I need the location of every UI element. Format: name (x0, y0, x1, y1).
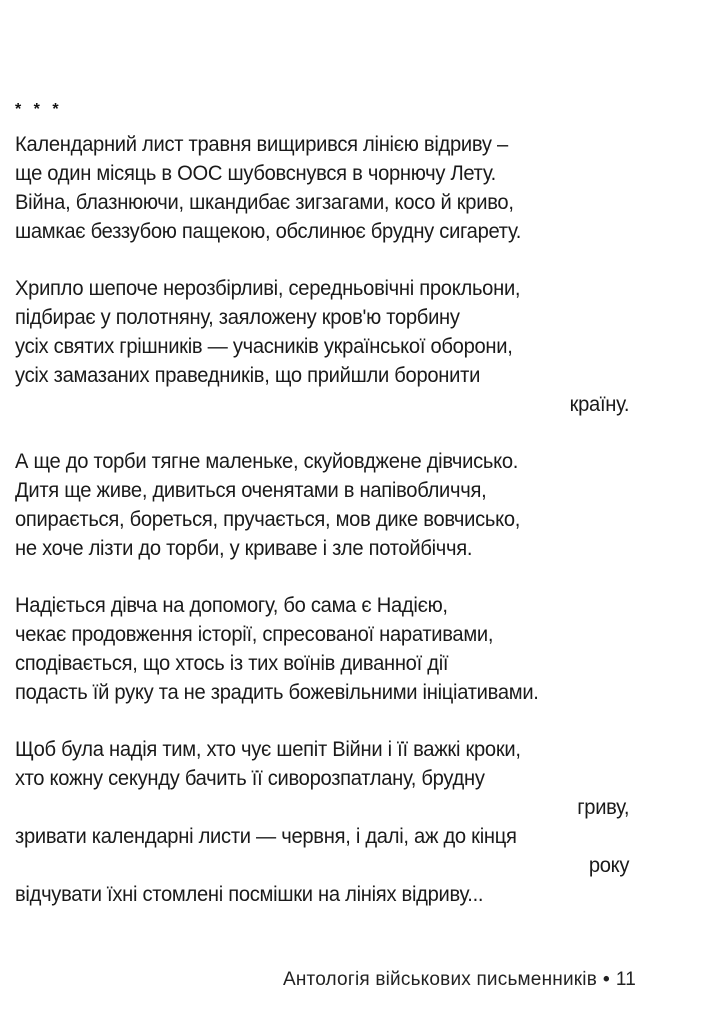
poem-line: усіх святих грішників — учасників української оборони, (15, 335, 513, 358)
page-number: 11 (615, 969, 636, 990)
poem-line: сподівається, що хтось із тих воїнів диванної дії (15, 652, 449, 675)
poem-line: зривати календарні листи — червня, і далі, аж до кінця (15, 825, 517, 848)
poem-line: підбирає у полотняну, заяложену кров'ю торбину (15, 306, 460, 329)
poem-line: Щоб була надія тим, хто чує шепіт Війни і її важкі кроки, (15, 738, 521, 761)
poem-line: Хрипло шепоче нерозбірливі, середньовічні прокльони, (15, 277, 521, 300)
running-title: Антологія військових письменників (282, 969, 598, 990)
stanza-3 (15, 447, 635, 563)
poem-line: шамкає беззубою пащекою, обслинює брудну сигарету. (15, 220, 522, 243)
poem-line: чекає продовження історії, спресованої наративами, (15, 623, 494, 646)
poem-line: ще один місяць в ООС шубовснувся в чорнючу Лету. (15, 162, 496, 185)
poem-line: Дитя ще живе, дивиться оченятами в напівобличчя, (15, 479, 487, 502)
poem-line-continuation: гриву, (577, 796, 630, 819)
poem-line: подасть їй руку та не зрадить божевільними ініціативами. (15, 681, 539, 704)
poem-line: А ще до торби тягне маленьке, скуйовджене дівчисько. (15, 450, 519, 473)
poem-line-continuation: року (588, 854, 630, 877)
stanza-2 (15, 274, 635, 419)
poem-line: опирається, бореться, пручається, мов дике вовчисько, (15, 508, 521, 531)
poem (15, 130, 635, 937)
poem-line: Календарний лист травня вищирився лінією відриву – (15, 133, 508, 156)
poem-line: хто кожну секунду бачить її сиворозпатлану, брудну (15, 767, 485, 790)
stanza-5 (15, 735, 635, 909)
poem-line: Надіється дівча на допомогу, бо сама є Надією, (15, 594, 448, 617)
stanza-1 (15, 130, 635, 246)
bullet-separator: • (603, 969, 610, 990)
poem-line: відчувати їхні стомлені посмішки на лініях відриву... (15, 883, 484, 906)
poem-line: не хоче лізти до торби, у криваве і зле потойбіччя. (15, 537, 473, 560)
stanza-4 (15, 591, 635, 707)
page-footer (283, 967, 636, 993)
poem-line: усіх замазаних праведників, що прийшли боронити (15, 364, 481, 387)
section-separator: * * * (15, 101, 63, 118)
poem-line-continuation: країну. (569, 393, 630, 416)
poem-line: Війна, блазнюючи, шкандибає зигзагами, косо й криво, (15, 191, 514, 214)
